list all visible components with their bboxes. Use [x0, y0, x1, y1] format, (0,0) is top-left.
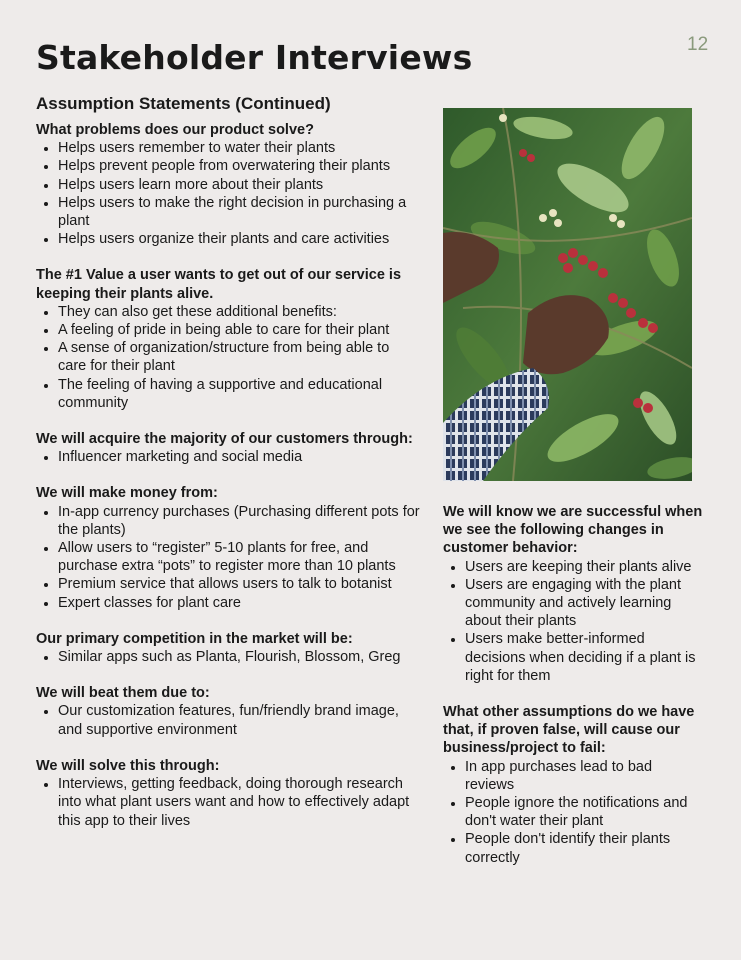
section-heading: Our primary competition in the market will be:: [36, 630, 353, 647]
page-title: Stakeholder Interviews: [36, 38, 473, 77]
list-item: • Allow users to “register” 5-10 plants for free, and purchase extra “pots” to register more than 10 plants: [58, 539, 421, 575]
bullet-list: [443, 758, 703, 867]
bullet-list: [443, 558, 703, 685]
list-item: • They can also get these additional benefits:: [58, 303, 421, 321]
bullet-list: [36, 448, 421, 466]
section-heading: We will make money from:: [36, 485, 218, 502]
list-item: • In-app currency purchases (Purchasing different pots for the plants): [58, 503, 421, 539]
left-column: [36, 121, 421, 848]
list-item: • Influencer marketing and social media: [58, 448, 421, 466]
list-item: • Helps users remember to water their plants: [58, 139, 421, 157]
list-item: • Users are keeping their plants alive: [465, 558, 703, 576]
bullet-list: [36, 648, 421, 666]
left-section: [36, 630, 421, 666]
left-section: [36, 121, 421, 248]
section-subtitle: Assumption Statements (Continued): [36, 94, 331, 113]
left-section: [36, 484, 421, 611]
list-item: • Our customization features, fun/friendly brand image, and supportive environment: [58, 702, 421, 738]
bullet-list: [36, 775, 421, 830]
list-item: • Helps users organize their plants and care activities: [58, 230, 421, 248]
list-item: • Users are engaging with the plant community and actively learning about their plants: [465, 576, 703, 631]
list-item: • Users make better-informed decisions when deciding if a plant is right for them: [465, 630, 703, 685]
left-section: [36, 757, 421, 830]
section-heading: We will beat them due to:: [36, 685, 210, 702]
list-item: • People don't identify their plants correctly: [465, 830, 703, 866]
list-item: • In app purchases lead to bad reviews: [465, 758, 703, 794]
list-item: • Similar apps such as Planta, Flourish, Blossom, Greg: [58, 648, 421, 666]
list-item: • Premium service that allows users to talk to botanist: [58, 575, 421, 593]
bullet-list: [36, 303, 421, 412]
section-heading: What problems does our product solve?: [36, 122, 314, 138]
list-item: • Helps users learn more about their plants: [58, 176, 421, 194]
left-section: [36, 430, 421, 466]
section-heading: We will solve this through:: [36, 757, 220, 774]
right-column: [443, 503, 703, 885]
list-item: • A feeling of pride in being able to care for their plant: [58, 321, 421, 339]
section-heading: We will acquire the majority of our customers through:: [36, 431, 413, 448]
list-item: • Interviews, getting feedback, doing thorough research into what plant users want and how to effectively adapt this app to their lives: [58, 775, 421, 830]
section-heading: We will know we are successful when we see the following changes in customer behavior:: [443, 504, 703, 557]
right-section: [443, 703, 703, 867]
photo-illustration: [443, 108, 692, 481]
left-section: [36, 684, 421, 739]
list-item: • A sense of organization/structure from being able to care for their plant: [58, 339, 421, 375]
list-item: • The feeling of having a supportive and educational community: [58, 376, 421, 412]
section-heading: The #1 Value a user wants to get out of our service is keeping their plants alive.: [36, 267, 402, 302]
list-item: • Expert classes for plant care: [58, 594, 421, 612]
list-item: • Helps prevent people from overwatering their plants: [58, 157, 421, 175]
left-section: [36, 266, 421, 412]
bullet-list: [36, 503, 421, 612]
section-heading: What other assumptions do we have that, if proven false, will cause our business/project to fail:: [443, 704, 695, 757]
bullet-list: [36, 702, 421, 738]
coffee-plant-photo: [443, 108, 692, 481]
page-number: 12: [687, 34, 709, 55]
list-item: • People ignore the notifications and don't water their plant: [465, 794, 703, 830]
list-item: • Helps users to make the right decision in purchasing a plant: [58, 194, 421, 230]
right-section: [443, 503, 703, 685]
bullet-list: [36, 139, 421, 248]
